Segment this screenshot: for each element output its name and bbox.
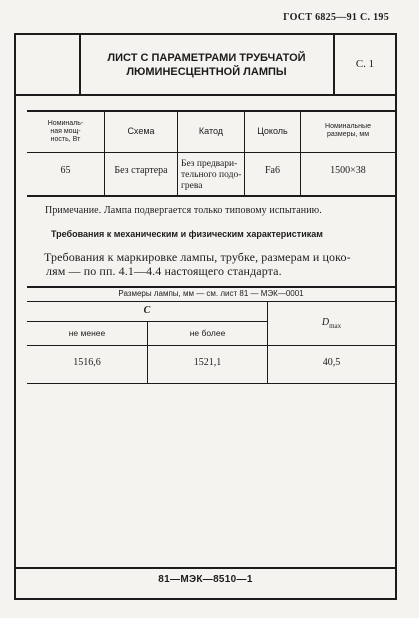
- col-min-label: не менее: [68, 328, 106, 338]
- cell-scheme: Без стартера: [114, 165, 168, 176]
- standard-reference: ГОСТ 6825—91 С. 195: [283, 12, 389, 23]
- dims-caption: Размеры лампы, мм — см. лист 81 — МЭК—0001: [118, 289, 304, 298]
- header-power: Номиналь- ная мощ- ность, Вт: [47, 120, 84, 143]
- cell-base: Fa6: [265, 165, 280, 176]
- footer-code: 81—МЭК—8510—1: [158, 574, 253, 585]
- body-paragraph: Требования к маркировке лампы, трубке, размерам и цоко- лям — по пп. 4.1—4.4 настоящего стандарта.: [44, 250, 351, 278]
- value-min: 1516,6: [73, 357, 101, 368]
- value-max: 1521,1: [193, 357, 222, 368]
- header-base: Цоколь: [257, 126, 288, 136]
- sheet-code: С. 1: [355, 58, 375, 70]
- cell-cathode: Без предвари- тельного подо- грева: [181, 159, 242, 191]
- page-header: [283, 12, 389, 23]
- note-text: Примечание. Лампа подвергается только типовому испытанию.: [45, 205, 322, 216]
- section-title: Требования к механическим и физическим характеристикам: [51, 229, 323, 239]
- header-cathode: Катод: [198, 126, 224, 136]
- d-max-label: $D_{max}$: [321, 317, 342, 330]
- cell-power: 65: [60, 165, 71, 176]
- col-max-label: не более: [189, 328, 226, 338]
- value-d-max: 40,5: [322, 357, 341, 368]
- sheet-title: ЛИСТ С ПАРАМЕТРАМИ ТРУБЧАТОЙ ЛЮМИНЕСЦЕНТНОЙ ЛАМПЫ: [107, 52, 306, 78]
- header-dims: Номинальные размеры, мм: [325, 123, 371, 138]
- header-scheme: Схема: [127, 126, 155, 136]
- c-label: C: [143, 305, 151, 316]
- cell-dims: 1500×38: [330, 165, 366, 176]
